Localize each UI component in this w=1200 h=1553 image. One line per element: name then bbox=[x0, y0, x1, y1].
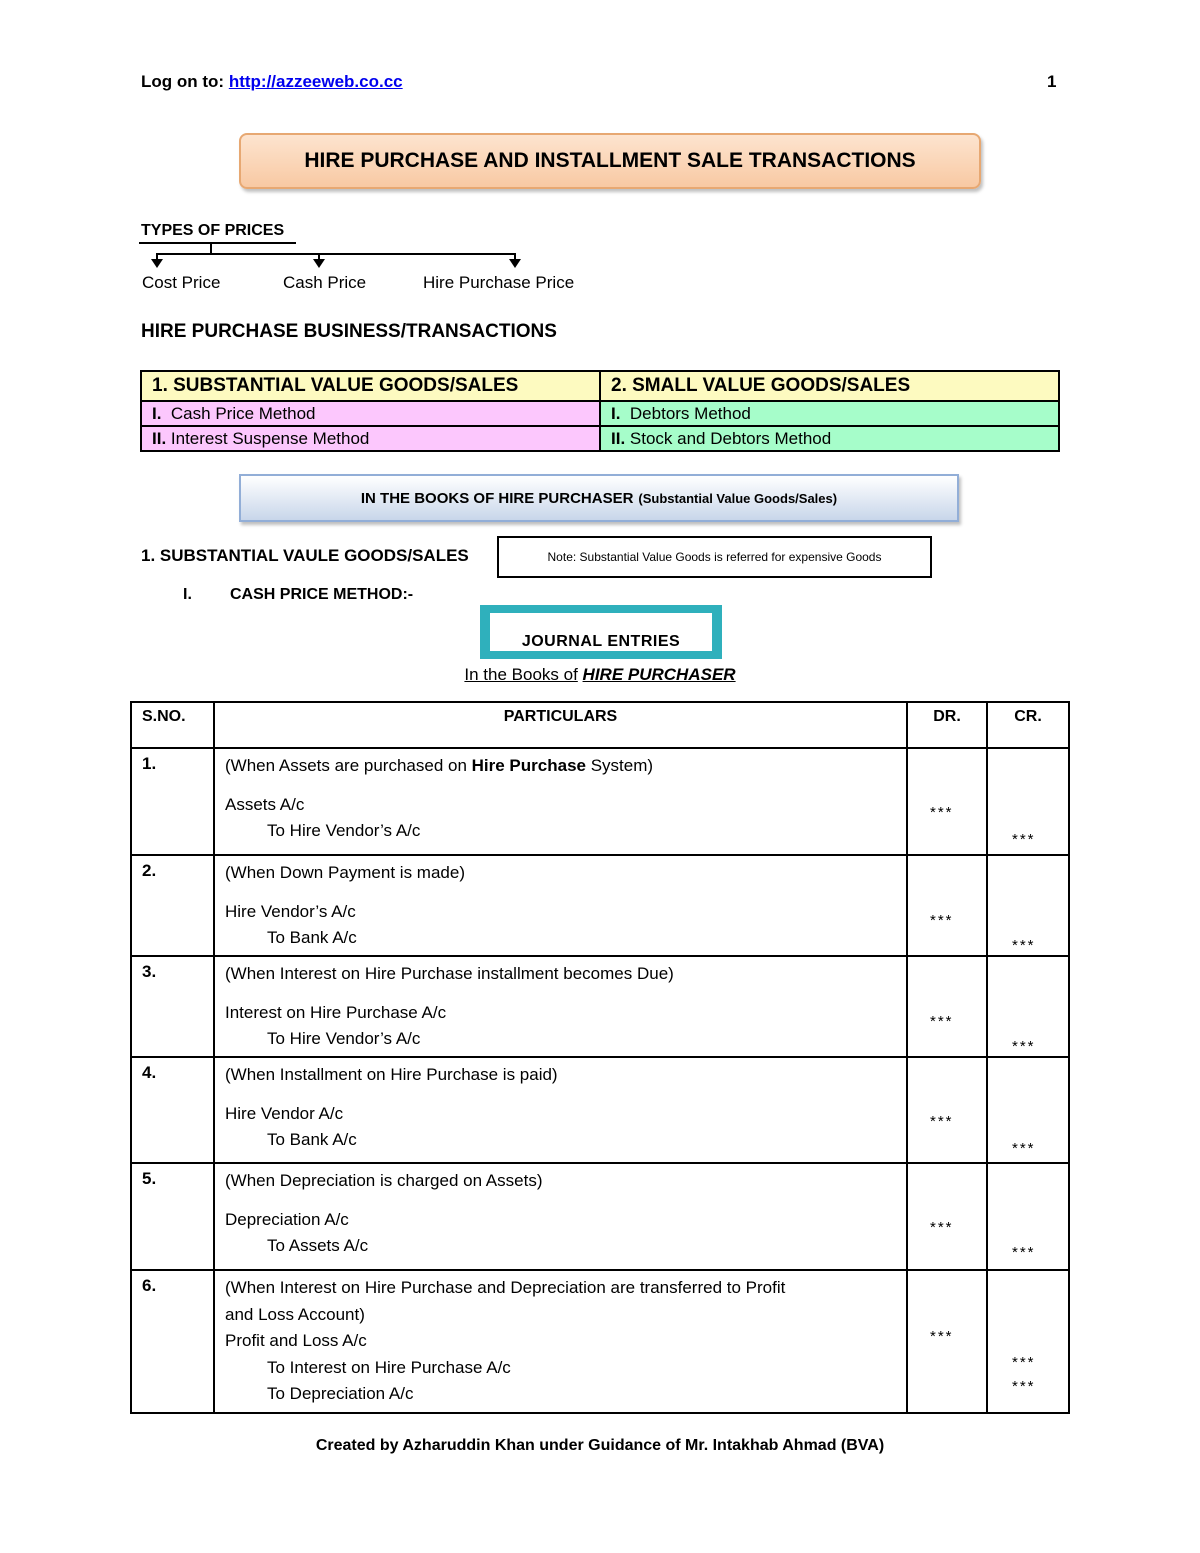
entry-particulars bbox=[214, 1057, 907, 1163]
entry-number: 5. bbox=[131, 1163, 214, 1270]
debit-amount: *** bbox=[907, 748, 987, 855]
entry-number: 4. bbox=[131, 1057, 214, 1163]
entry-number: 6. bbox=[131, 1270, 214, 1413]
entry-particulars bbox=[214, 1270, 907, 1413]
method-title: CASH PRICE METHOD:- bbox=[230, 586, 414, 603]
debit-account: Hire Vendor A/c bbox=[225, 1104, 344, 1123]
method-cell: II. Interest Suspense Method bbox=[141, 426, 600, 451]
credit-account: To Interest on Hire Purchase A/c bbox=[267, 1357, 511, 1377]
credit-account: To Bank A/c bbox=[267, 928, 357, 947]
credit-amount: *** *** bbox=[987, 1270, 1069, 1413]
method-cell: I. Cash Price Method bbox=[141, 401, 600, 426]
credit-account: To Hire Vendor’s A/c bbox=[267, 1029, 421, 1048]
price-type-hire-purchase: Hire Purchase Price bbox=[423, 273, 575, 292]
arrow-down-icon bbox=[313, 259, 325, 268]
table-row bbox=[131, 1057, 1069, 1163]
entry-description: (When Down Payment is made) bbox=[225, 863, 465, 882]
note-box bbox=[497, 536, 932, 578]
books-of-hire-purchaser-banner bbox=[239, 474, 959, 522]
log-on-label: Log on to: bbox=[141, 72, 225, 91]
entry-particulars bbox=[214, 956, 907, 1057]
page-number: 1 bbox=[1047, 72, 1057, 91]
entry-description: (When Assets are purchased on Hire Purchase System) bbox=[225, 756, 654, 775]
entry-number: 2. bbox=[131, 855, 214, 956]
entry-particulars bbox=[214, 1163, 907, 1270]
credit-account: To Hire Vendor’s A/c bbox=[267, 821, 421, 840]
journal-entries-inner bbox=[490, 613, 712, 651]
method-number: I. bbox=[183, 586, 192, 603]
arrow-down-icon bbox=[509, 259, 521, 268]
table-header-row bbox=[131, 702, 1069, 748]
main-title: HIRE PURCHASE AND INSTALLMENT SALE TRANSACTIONS bbox=[304, 149, 916, 172]
price-type-cash: Cash Price bbox=[283, 273, 367, 292]
caption-prefix: In the Books of bbox=[464, 665, 578, 684]
header-log-on bbox=[141, 72, 403, 92]
debit-amount: *** bbox=[907, 855, 987, 956]
debit-account: Depreciation A/c bbox=[225, 1210, 349, 1229]
title-underline bbox=[139, 242, 296, 244]
journal-caption bbox=[0, 665, 1200, 685]
credit-account: To Depreciation A/c bbox=[267, 1384, 414, 1403]
method-cell: I. Debtors Method bbox=[600, 401, 1059, 426]
business-types-table bbox=[140, 370, 1060, 452]
table-row bbox=[131, 855, 1069, 956]
entry-description: (When Interest on Hire Purchase installment becomes Due) bbox=[225, 964, 674, 983]
entry-particulars bbox=[214, 748, 907, 855]
banner-main: IN THE BOOKS OF HIRE PURCHASER bbox=[360, 489, 634, 507]
debit-amount: *** bbox=[907, 956, 987, 1057]
credit-account: To Assets A/c bbox=[267, 1236, 369, 1255]
entry-description: (When Interest on Hire Purchase and Depreciation are transferred to Profit bbox=[225, 1278, 786, 1297]
debit-account: Interest on Hire Purchase A/c bbox=[225, 1003, 447, 1022]
particulars-header: PARTICULARS bbox=[214, 702, 907, 748]
entry-description: (When Depreciation is charged on Assets) bbox=[225, 1171, 543, 1190]
debit-account: Profit and Loss A/c bbox=[225, 1331, 367, 1350]
dr-header: DR. bbox=[907, 702, 987, 748]
credit-amount: *** bbox=[987, 1057, 1069, 1163]
debit-amount: *** bbox=[907, 1057, 987, 1163]
credit-account: To Bank A/c bbox=[267, 1130, 357, 1149]
entry-description: (When Installment on Hire Purchase is paid) bbox=[225, 1065, 558, 1084]
business-title: HIRE PURCHASE BUSINESS/TRANSACTIONS bbox=[141, 321, 557, 342]
credit-amount: *** bbox=[987, 855, 1069, 956]
credit-amount: *** bbox=[987, 748, 1069, 855]
journal-entries-label: JOURNAL ENTRIES bbox=[521, 633, 681, 650]
table-row bbox=[131, 748, 1069, 855]
substantial-value-header: 1. SUBSTANTIAL VALUE GOODS/SALES bbox=[141, 371, 600, 401]
sno-header: S.NO. bbox=[131, 702, 214, 748]
entry-number: 3. bbox=[131, 956, 214, 1057]
table-row bbox=[131, 956, 1069, 1057]
price-type-cost: Cost Price bbox=[142, 273, 221, 292]
cr-header: CR. bbox=[987, 702, 1069, 748]
debit-account: Hire Vendor’s A/c bbox=[225, 902, 356, 921]
table-row bbox=[131, 1270, 1069, 1413]
arrow-down-icon bbox=[151, 259, 163, 268]
debit-account: Assets A/c bbox=[225, 795, 305, 814]
website-link[interactable]: http://azzeeweb.co.cc bbox=[228, 72, 403, 91]
main-title-banner bbox=[239, 133, 981, 189]
small-value-header: 2. SMALL VALUE GOODS/SALES bbox=[600, 371, 1059, 401]
table-row bbox=[131, 1163, 1069, 1270]
tree-connector bbox=[156, 253, 516, 255]
types-of-prices-title: TYPES OF PRICES bbox=[141, 222, 285, 239]
note-text: Note: Substantial Value Goods is referred for expensive Goods bbox=[547, 550, 882, 564]
credit-amount: *** bbox=[987, 956, 1069, 1057]
method-cell: II. Stock and Debtors Method bbox=[600, 426, 1059, 451]
journal-entries-box bbox=[480, 605, 722, 659]
credit-amount: *** bbox=[987, 1163, 1069, 1270]
banner-sub: (Substantial Value Goods/Sales) bbox=[638, 490, 838, 506]
footer-credit: Created by Azharuddin Khan under Guidance of Mr. Intakhab Ahmad (BVA) bbox=[315, 1437, 885, 1454]
debit-amount: *** bbox=[907, 1270, 987, 1413]
caption-entity: HIRE PURCHASER bbox=[582, 665, 736, 684]
entry-description-cont: and Loss Account) bbox=[225, 1304, 365, 1324]
section-title: 1. SUBSTANTIAL VAULE GOODS/SALES bbox=[141, 546, 469, 565]
debit-amount: *** bbox=[907, 1163, 987, 1270]
journal-table bbox=[130, 701, 1070, 1414]
entry-number: 1. bbox=[131, 748, 214, 855]
entry-particulars bbox=[214, 855, 907, 956]
